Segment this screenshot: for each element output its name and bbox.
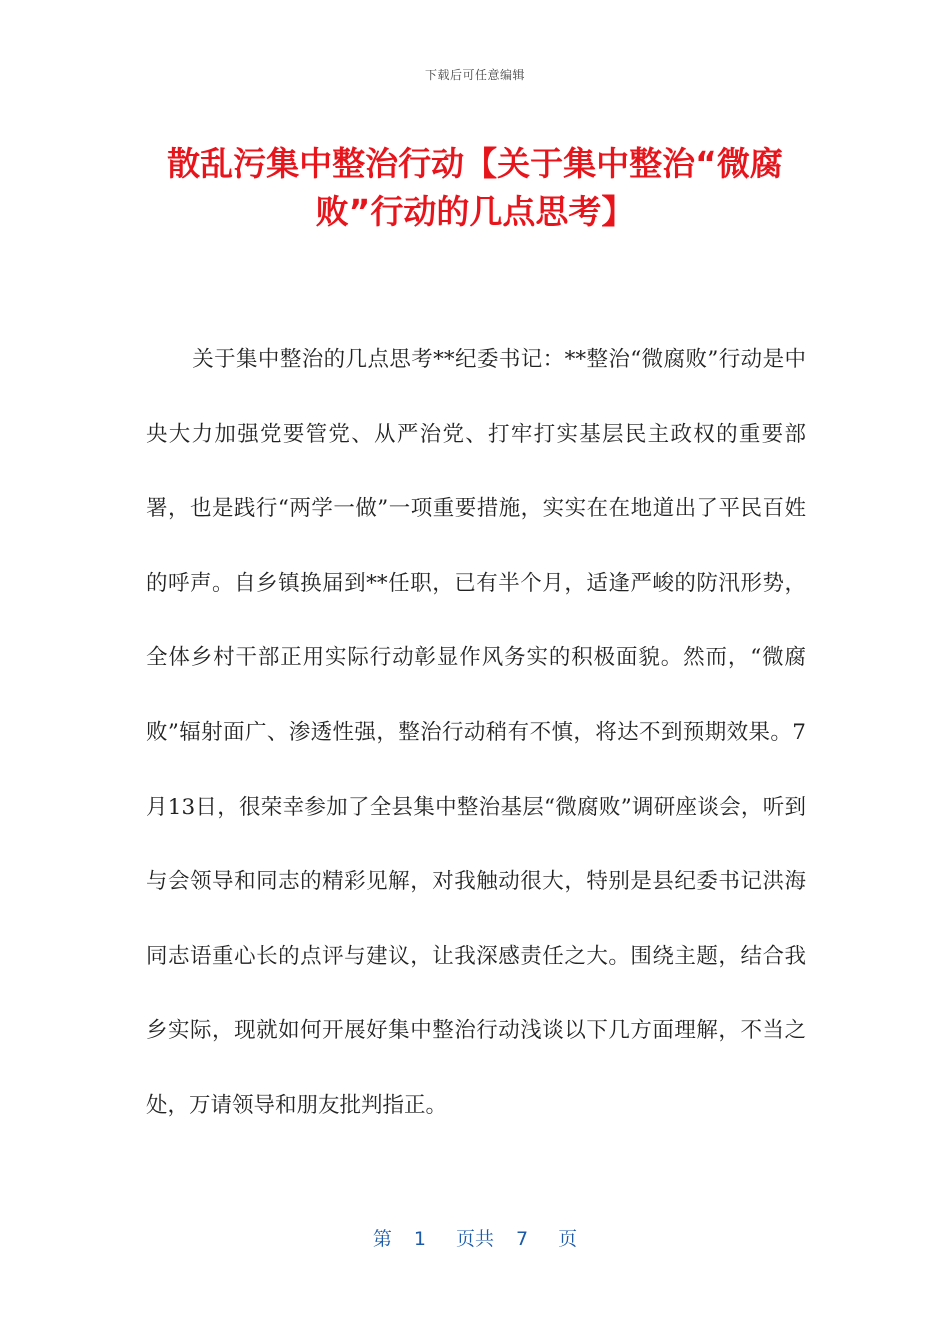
page-footer: [0, 1224, 950, 1251]
page-suffix: 页: [558, 1228, 578, 1250]
header-note: 下载后可任意编辑: [424, 68, 525, 82]
document-body: [146, 323, 806, 1144]
page-mid-label: 页共: [455, 1228, 494, 1250]
body-paragraph: 关于集中整治的几点思考**纪委书记：**整治“微腐败”行动是中央大力加强党要管党、从严治党、打牢打实基层民主政权的重要部署，也是践行“两学一做”一项重要措施，实实在在地道出了平民百姓的呼声。自乡镇换届到**任职，已有半个月，适逢严峻的防汛形势，全体乡村干部正用实际行动彰显作风务实的积极面貌。然而，“微腐败”辐射面广、渗透性强，整治行动稍有不慎，将达不到预期效果。7月13日，很荣幸参加了全县集中整治基层“微腐败”调研座谈会，听到与会领导和同志的精彩见解，对我触动很大，特别是县纪委书记洪海同志语重心长的点评与建议，让我深感责任之大。围绕主题，结合我乡实际，现就如何开展好集中整治行动浅谈以下几方面理解，不当之处，万请领导和朋友批判指正。: [146, 347, 806, 1118]
page-prefix: 第: [372, 1228, 392, 1250]
document-title: 散乱污集中整治行动【关于集中整治“微腐败”行动的几点思考】: [167, 144, 783, 231]
current-page-number: 1: [413, 1228, 426, 1250]
total-pages-number: 7: [516, 1228, 529, 1250]
